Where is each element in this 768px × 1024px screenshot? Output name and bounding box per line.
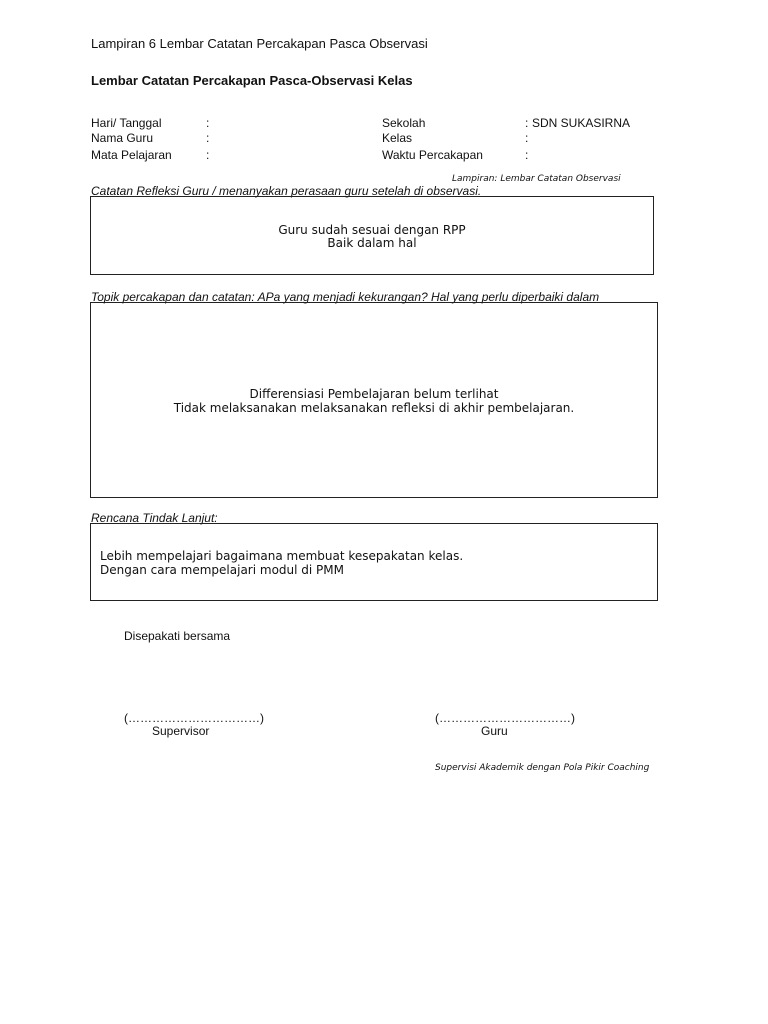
followup-line-2: Dengan cara mempelajari modul di PMM xyxy=(100,563,345,577)
info-label-date: Hari/ Tanggal xyxy=(91,116,162,130)
reflection-line-2: Baik dalam hal xyxy=(327,236,417,250)
info-label-class: Kelas xyxy=(382,131,413,145)
section-reflection-box xyxy=(90,196,654,275)
info-label-school: Sekolah xyxy=(382,116,426,130)
topic-line-1: Differensiasi Pembelajaran belum terlihat xyxy=(249,387,499,401)
section-reflection-heading: Catatan Refleksi Guru / menanyakan perasaan guru setelah di observasi. xyxy=(91,184,482,198)
info-label-subject: Mata Pelajaran xyxy=(91,148,172,162)
footer-note: Supervisi Akademik dengan Pola Pikir Coaching xyxy=(435,763,650,773)
section-topic-box xyxy=(90,302,658,498)
info-label-teacher: Nama Guru xyxy=(91,131,154,145)
topic-line-2: Tidak melaksanakan melaksanakan refleksi di akhir pembelajaran. xyxy=(173,401,575,415)
signature-supervisor-role: Supervisor xyxy=(152,724,210,738)
info-value-school: SDN SUKASIRNA xyxy=(532,116,631,130)
signature-teacher-line: (……………………………) xyxy=(435,711,575,725)
attachment-note: Lampiran: Lembar Catatan Observasi xyxy=(452,174,621,184)
info-colon-date: : xyxy=(206,116,210,130)
section-topic-heading: Topik percakapan dan catatan: APa yang menjadi kekurangan? Hal yang perlu diperbaiki dalam xyxy=(91,290,600,304)
appendix-title: Lampiran 6 Lembar Catatan Percakapan Pasca Observasi xyxy=(91,36,428,51)
form-title: Lembar Catatan Percakapan Pasca-Observasi Kelas xyxy=(91,73,413,88)
reflection-line-1: Guru sudah sesuai dengan RPP xyxy=(278,223,466,237)
info-colon-school: : xyxy=(525,116,529,130)
section-followup-box xyxy=(90,523,658,601)
info-colon-time: : xyxy=(525,148,529,162)
followup-line-1: Lebih mempelajari bagaimana membuat kesepakatan kelas. xyxy=(100,549,464,563)
info-colon-teacher: : xyxy=(206,131,210,145)
section-followup-heading: Rencana Tindak Lanjut: xyxy=(91,511,218,525)
info-label-time: Waktu Percakapan xyxy=(382,148,483,162)
signature-supervisor-line: (……………………………) xyxy=(124,711,264,725)
info-colon-class: : xyxy=(525,131,529,145)
info-colon-subject: : xyxy=(206,148,210,162)
agreement-text: Disepakati bersama xyxy=(124,629,231,643)
signature-teacher-role: Guru xyxy=(481,724,508,738)
